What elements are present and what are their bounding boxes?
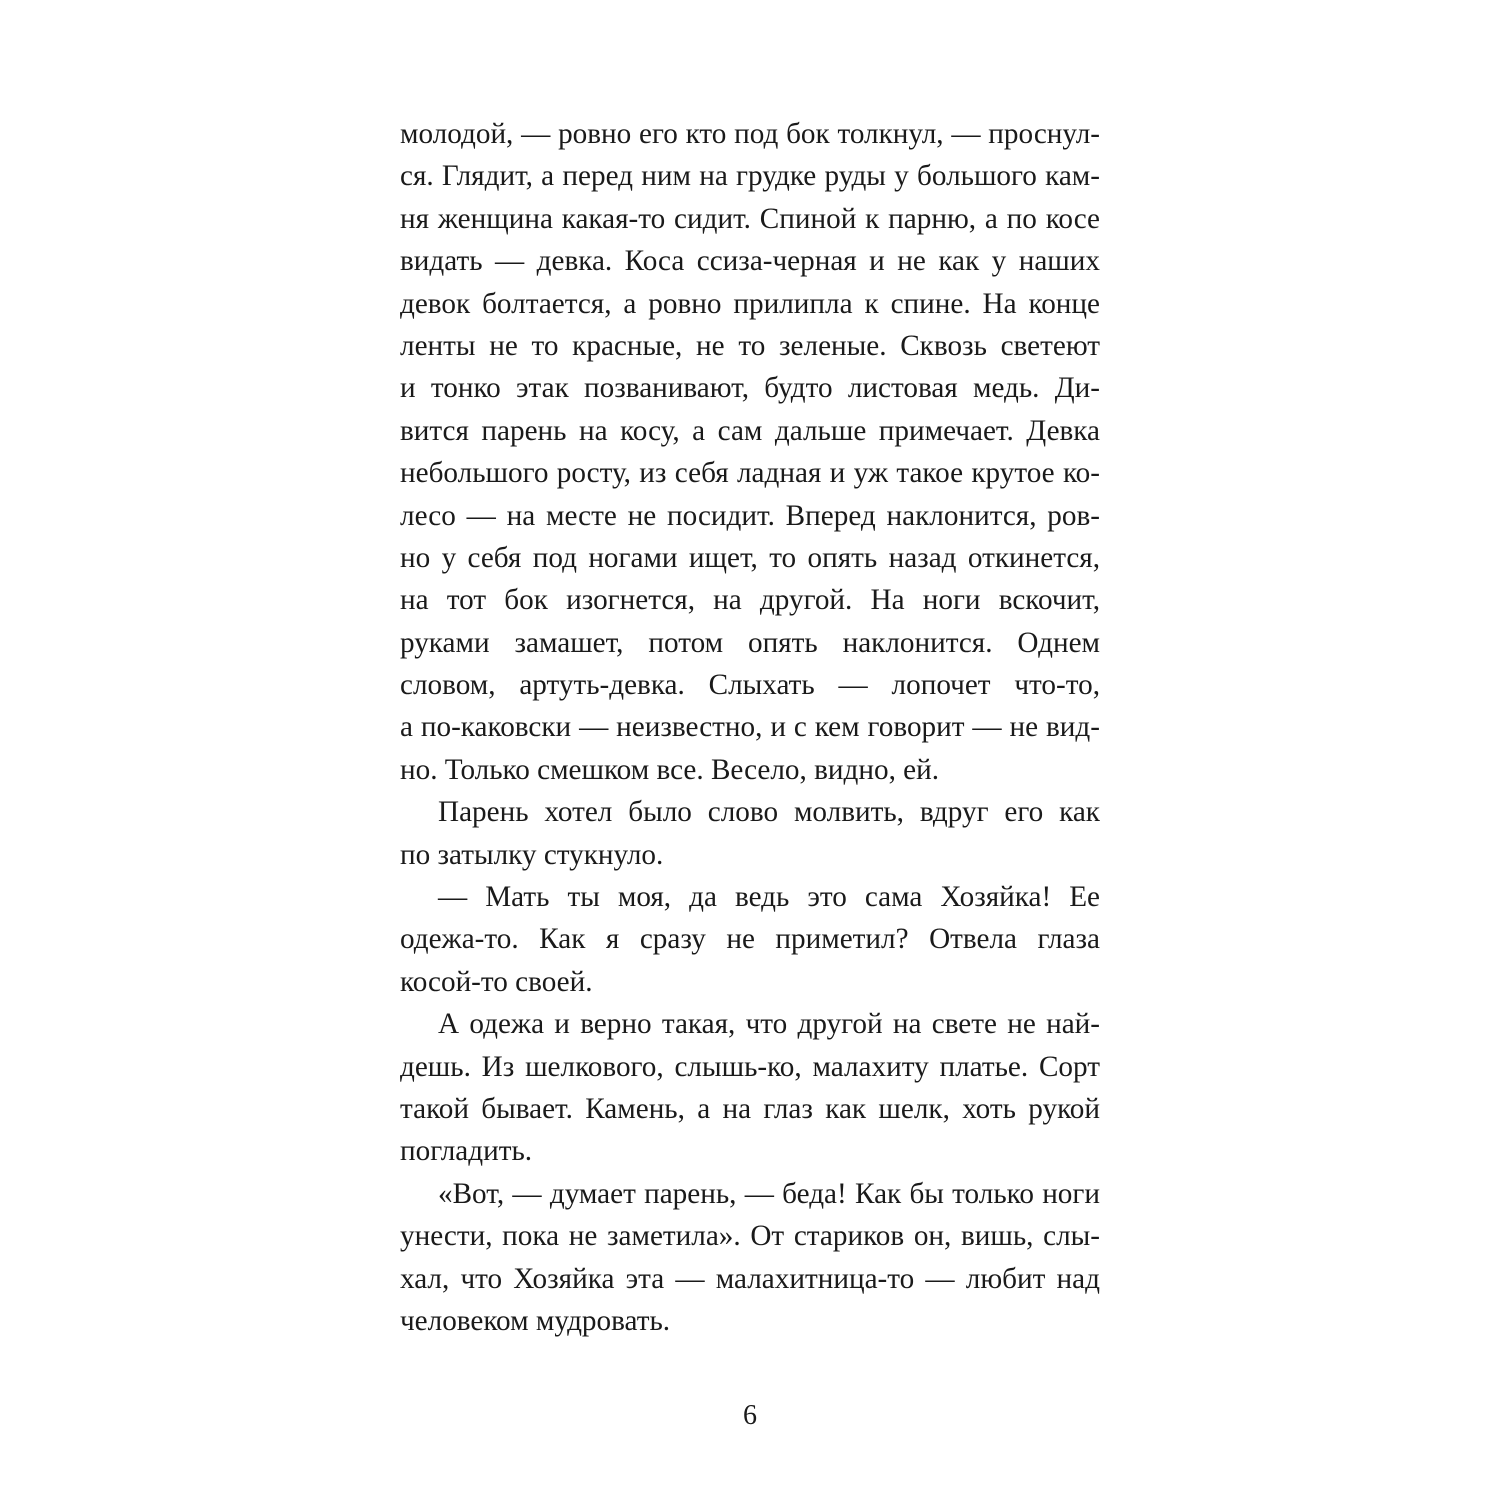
body-text [400,113,1100,1342]
text-line: унести, пока не заметила». От стариков он, вишь, слы- [400,1220,1100,1253]
text-line: но. Только смешком все. Весело, видно, ей. [400,753,940,786]
text-line: и тонко этак позванивают, будто листовая медь. Ди- [400,372,1100,405]
text-line: видать — девка. Коса ссиза-черная и не как у наших [400,245,1100,278]
text-line: на тот бок изогнется, на другой. На ноги вскочит, [400,584,1100,617]
text-line: девок болтается, а ровно прилипла к спине. На конце [400,287,1100,320]
text-line: вится парень на косу, а сам дальше примечает. Девка [400,414,1100,447]
text-line: такой бывает. Камень, а на глаз как шелк, хоть рукой [400,1092,1100,1125]
text-line: человеком мудровать. [400,1304,671,1337]
text-line: ленты не то красные, не то зеленые. Сквозь светеют [400,329,1100,362]
text-line: ся. Глядит, а перед ним на грудке руды у большого кам- [400,160,1100,193]
text-line: одежа-то. Как я сразу не приметил? Отвела глаза [400,923,1100,956]
text-line: руками замашет, потом опять наклонится. Однем [400,626,1100,659]
text-line: небольшого росту, из себя ладная и уж такое крутое ко- [400,457,1100,490]
text-line: погладить. [400,1135,533,1168]
text-line: «Вот, — думает парень, — беда! Как бы только ноги [438,1177,1100,1210]
text-line: лесо — на месте не посидит. Вперед наклонится, ров- [400,499,1100,532]
text-line: по затылку стукнуло. [400,838,664,871]
text-line: молодой, — ровно его кто под бок толкнул, — проснул- [400,118,1100,150]
text-line: но у себя под ногами ищет, то опять назад откинется, [400,541,1100,574]
text-line: а по-каковски — неизвестно, и с кем говорит — не вид- [400,711,1100,744]
text-line: хал, что Хозяйка эта — малахитница-то — любит над [400,1262,1100,1295]
text-line: А одежа и верно такая, что другой на свете не най- [438,1008,1100,1041]
page-number: 6 [743,1400,757,1431]
text-line: ня женщина какая-то сидит. Спиной к парню, а по косе [400,202,1100,235]
text-line: дешь. Из шелкового, слышь-ко, малахиту платье. Сорт [400,1050,1100,1083]
text-line: — Мать ты моя, да ведь это сама Хозяйка! Ее [438,881,1100,914]
text-line: косой-то своей. [400,965,593,998]
text-line: Парень хотел было слово молвить, вдруг его как [438,796,1100,829]
text-line: словом, артуть-девка. Слыхать — лопочет что-то, [400,669,1100,702]
